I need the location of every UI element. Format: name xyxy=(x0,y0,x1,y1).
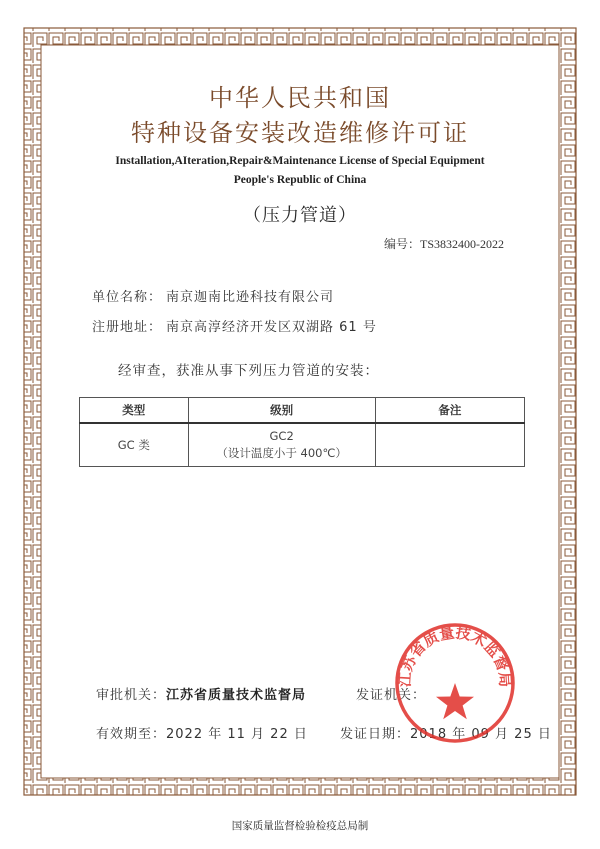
table-row xyxy=(80,423,525,467)
unit-name-row xyxy=(92,286,334,305)
issuer-label: 发证机关： xyxy=(356,688,427,703)
footer-issuer: 国家质量监督检验检疫总局制 xyxy=(231,820,369,832)
level-condition: （设计温度小于 400℃） xyxy=(216,446,347,460)
address-row xyxy=(92,316,377,335)
cell-level xyxy=(188,423,375,467)
seal-text: 江苏省质量技术监督局 xyxy=(395,623,515,688)
issue-date-value: 2018 年 09 月 25 日 xyxy=(410,727,552,742)
approver-row xyxy=(96,684,306,703)
valid-until-row xyxy=(96,723,308,742)
unit-name-value: 南京迦南比逊科技有限公司 xyxy=(166,290,335,305)
header-level: 级别 xyxy=(188,398,375,424)
valid-until-label: 有效期至： xyxy=(96,727,167,742)
level-grade: GC2 xyxy=(269,429,294,443)
title-english-country: People's Republic of China xyxy=(233,174,367,186)
title-chinese-license: 特种设备安装改造维修许可证 xyxy=(131,119,469,147)
valid-until-value: 2022 年 11 月 22 日 xyxy=(166,727,308,742)
unit-name-label: 单位名称： xyxy=(92,290,163,305)
license-number: 编号：TS3832400-2022 xyxy=(384,237,505,251)
star-icon xyxy=(436,683,474,719)
address-value: 南京高淳经济开发区双湖路 61 号 xyxy=(166,320,377,335)
header-note: 备注 xyxy=(375,398,524,424)
title-english-license: Installation,AIteration,Repair&Maintenance License of Special Equipment xyxy=(115,155,485,167)
cell-note xyxy=(375,423,524,467)
issue-date-label: 发证日期： xyxy=(340,727,411,742)
official-seal xyxy=(393,621,517,745)
svg-text:江苏省质量技术监督局 xyxy=(396,623,515,688)
address-label: 注册地址： xyxy=(92,320,163,335)
approver-value: 江苏省质量技术监督局 xyxy=(166,688,307,703)
equipment-category: （压力管道） xyxy=(243,205,357,226)
approver-label: 审批机关： xyxy=(96,688,167,703)
header-type: 类型 xyxy=(80,398,189,424)
approval-statement: 经审查，获准从事下列压力管道的安装： xyxy=(118,363,379,379)
title-chinese-country: 中华人民共和国 xyxy=(209,84,391,112)
cell-type: GC 类 xyxy=(80,423,189,467)
scope-table xyxy=(79,397,525,467)
